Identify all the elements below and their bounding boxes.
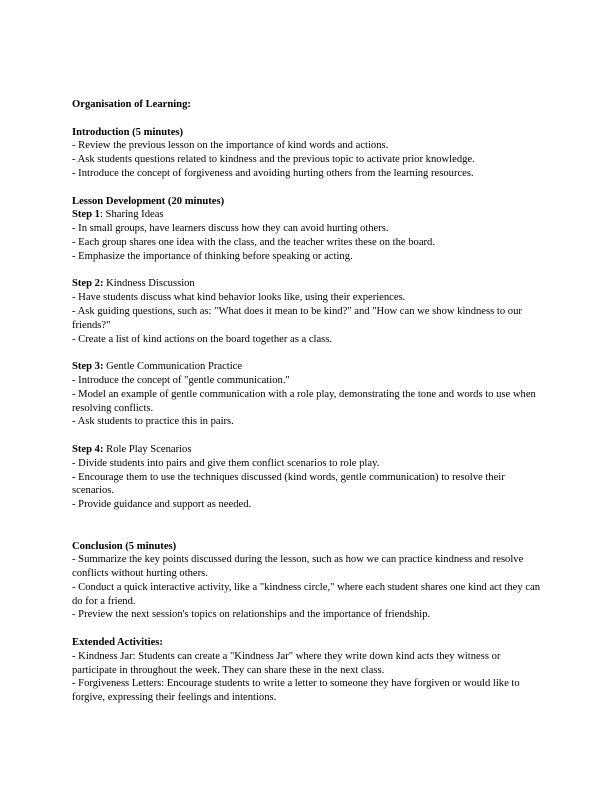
lesson-development-section xyxy=(72,195,542,512)
page-heading: Organisation of Learning: xyxy=(72,99,191,110)
extended-activities-section xyxy=(72,636,542,705)
spacer xyxy=(72,622,542,636)
spacer xyxy=(72,112,542,126)
list-item: - Ask students to practice this in pairs. xyxy=(72,416,234,428)
step-name: Kindness Discussion xyxy=(103,278,195,290)
step-2 xyxy=(72,277,542,346)
spacer xyxy=(72,512,542,540)
list-item: - Ask guiding questions, such as: "What does it mean to be kind?" and "How can we show kindness to our friends?" xyxy=(72,305,522,331)
conclusion-section xyxy=(72,540,542,623)
step-1 xyxy=(72,208,542,263)
spacer xyxy=(72,264,542,278)
list-item: - Divide students into pairs and give them conflict scenarios to role play. xyxy=(72,457,380,469)
list-item: - Summarize the key points discussed during the lesson, such as how we can practice kindness and resolve conflicts without hurting others. xyxy=(72,554,524,580)
introduction-title: Introduction (5 minutes) xyxy=(72,126,184,138)
step-name: Role Play Scenarios xyxy=(103,443,192,455)
spacer xyxy=(72,346,542,360)
step-label: Step 3: xyxy=(72,361,104,373)
list-item: - Each group shares one idea with the class, and the teacher writes these on the board. xyxy=(72,236,435,248)
introduction-section xyxy=(72,126,542,181)
step-label: Step 4: xyxy=(72,443,104,455)
list-item: - Forgiveness Letters: Encourage students to write a letter to someone they have forgiven or would like to forgive, expressing their feelings and intentions. xyxy=(72,678,520,704)
list-item: - Model an example of gentle communication with a role play, demonstrating the tone and words to use when resolving conflicts. xyxy=(72,388,536,414)
step-label: Step 2: xyxy=(72,278,104,290)
list-item: - Ask students questions related to kindness and the previous topic to activate prior knowledge. xyxy=(72,154,475,166)
list-item: - Conduct a quick interactive activity, like a "kindness circle," where each student shares one kind act they can do for a friend. xyxy=(72,581,541,607)
step-name: : Sharing Ideas xyxy=(99,209,164,221)
extended-activities-title: Extended Activities: xyxy=(72,637,163,649)
list-item: - In small groups, have learners discuss how they can avoid hurting others. xyxy=(72,223,389,235)
step-name: Gentle Communication Practice xyxy=(103,361,243,373)
step-3 xyxy=(72,360,542,429)
spacer xyxy=(72,181,542,195)
document-page xyxy=(72,98,542,705)
lesson-development-title: Lesson Development (20 minutes) xyxy=(72,195,225,207)
list-item: - Create a list of kind actions on the board together as a class. xyxy=(72,333,333,345)
list-item: - Encourage them to use the techniques discussed (kind words, gentle communication) to resolve their scenarios. xyxy=(72,471,505,497)
list-item: - Kindness Jar: Students can create a "Kindness Jar" where they write down kind acts they witness or participate in throughout the week. They can share these in the next class. xyxy=(72,650,501,676)
spacer xyxy=(72,429,542,443)
list-item: - Introduce the concept of "gentle communication." xyxy=(72,374,290,386)
conclusion-title: Conclusion (5 minutes) xyxy=(72,540,177,552)
list-item: - Introduce the concept of forgiveness and avoiding hurting others from the learning resources. xyxy=(72,167,474,179)
list-item: - Emphasize the importance of thinking before speaking or acting. xyxy=(72,250,353,262)
list-item: - Have students discuss what kind behavior looks like, using their experiences. xyxy=(72,292,406,304)
list-item: - Review the previous lesson on the importance of kind words and actions. xyxy=(72,140,389,152)
step-label: Step 1 xyxy=(72,209,100,221)
list-item: - Provide guidance and support as needed. xyxy=(72,499,252,511)
step-4 xyxy=(72,443,542,512)
list-item: - Preview the next session's topics on relationships and the importance of friendship. xyxy=(72,609,431,621)
